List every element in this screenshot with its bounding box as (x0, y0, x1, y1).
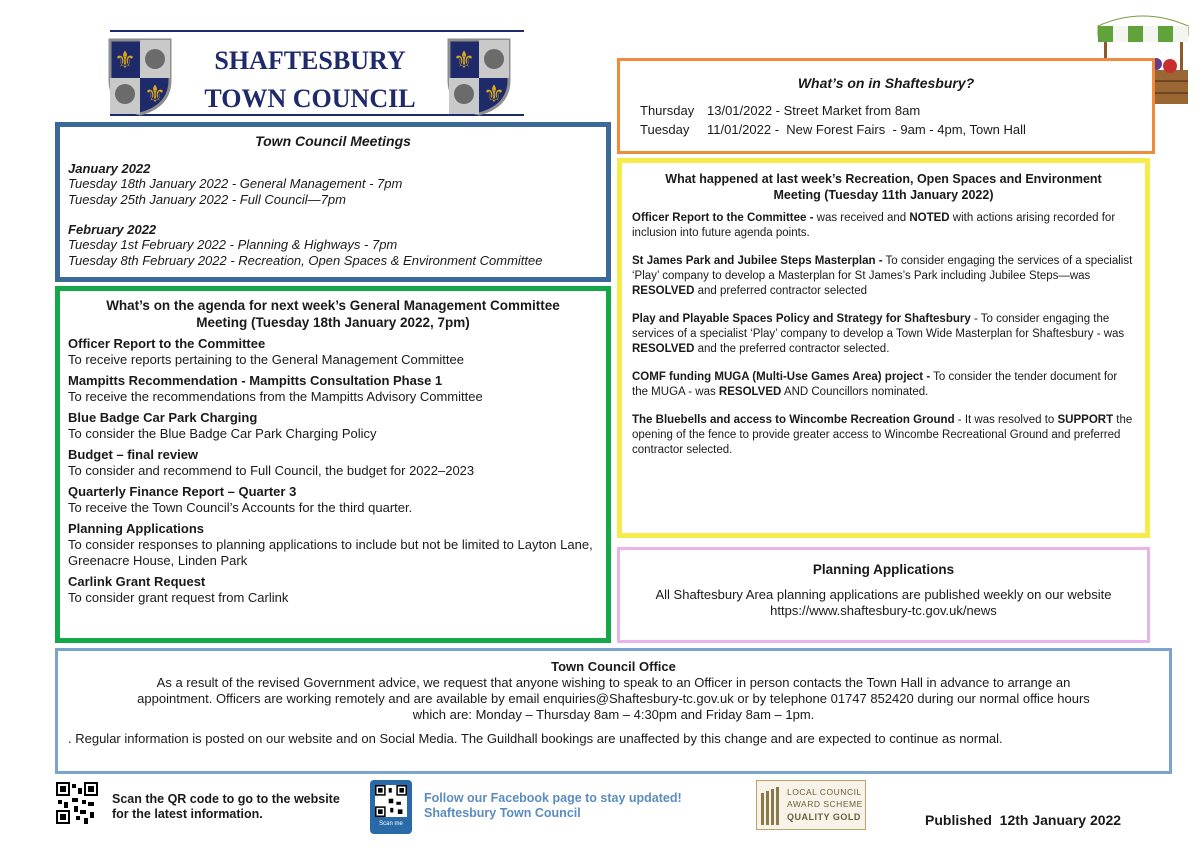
agenda-item-desc: To consider grant request from Carlink (68, 590, 289, 605)
agenda-item (68, 410, 598, 442)
agenda-item-title: Mampitts Recommendation - Mampitts Consultation Phase 1 (68, 373, 443, 388)
agenda-item-title: Quarterly Finance Report – Quarter 3 (68, 484, 297, 499)
lastweek-item-text: - To consider engaging the services of a specialist ‘Play’ company to develop a Town Wide Masterplan for Shaftesbury - was (632, 313, 1125, 340)
lastweek-title-line1: What happened at last week’s Recreation, Open Spaces and Environment (665, 172, 1102, 186)
lastweek-panel (617, 158, 1150, 538)
award-line1: LOCAL COUNCIL (787, 787, 862, 797)
event-day: Thursday (640, 103, 695, 118)
council-name-line2: TOWN COUNCIL (204, 84, 416, 113)
lastweek-item-text: and the preferred contractor selected. (694, 343, 890, 355)
office-text-line: appointment. Officers are working remotely and are available by email enquiries@Shaftesbury-tc.gov.uk or by telephone 01747 852420 during our normal office hours (137, 691, 1090, 706)
agenda-item (68, 447, 598, 479)
meetings-panel (55, 122, 611, 282)
agenda-item-title: Planning Applications (68, 521, 205, 536)
council-crest-left-icon (108, 38, 172, 116)
lastweek-item-outcome: NOTED (909, 212, 950, 224)
meeting-line: Tuesday 25th January 2022 - Full Council—7pm (68, 192, 346, 207)
planning-title: Planning Applications (812, 562, 955, 577)
facebook-caption (424, 791, 682, 821)
office-text-line: As a result of the revised Government advice, we request that anyone wishing to speak to an Officer in person contacts the Town Hall in advance to arrange an (156, 675, 1071, 690)
lastweek-item (632, 413, 1135, 458)
lastweek-item-text: and preferred contractor selected (694, 285, 868, 297)
agenda-item-title: Blue Badge Car Park Charging (68, 410, 258, 425)
agenda-item-title: Budget – final review (68, 447, 199, 462)
qr-caption-line1: Scan the QR code to go to the website (112, 792, 340, 806)
svg-text:⚜: ⚜ (453, 46, 475, 74)
office-note: . Regular information is posted on our website and on Social Media. The Guildhall bookings are unaffected by this change and are expected to continue as normal. (68, 731, 1003, 746)
office-title: Town Council Office (551, 659, 676, 674)
header-rule-top (110, 30, 524, 32)
facebook-qr-code-icon (375, 785, 407, 817)
meeting-line: Tuesday 8th February 2022 - Recreation, Open Spaces & Environment Committee (68, 253, 543, 268)
agenda-item-desc: To receive reports pertaining to the General Management Committee (68, 352, 464, 367)
svg-text:⚜: ⚜ (114, 46, 136, 74)
lastweek-item-lead: St James Park and Jubilee Steps Masterplan - (632, 255, 883, 267)
meeting-line: Tuesday 1st February 2022 - Planning & Highways - 7pm (68, 237, 398, 252)
qr-caption-line2: for the latest information. (112, 807, 263, 821)
council-name (180, 42, 440, 118)
published-date: Published 12th January 2022 (925, 812, 1122, 828)
agenda-item-desc: To receive the recommendations from the Mampitts Advisory Committee (68, 389, 483, 404)
lastweek-item-outcome: SUPPORT (1057, 414, 1114, 426)
website-qr-code-icon[interactable] (56, 782, 98, 824)
agenda-item (68, 521, 598, 569)
event-row (640, 120, 1026, 139)
event-day: Tuesday (640, 122, 690, 137)
whatson-events (640, 101, 1026, 139)
svg-text:⚜: ⚜ (144, 80, 166, 108)
facebook-caption-line1[interactable]: Follow our Facebook page to stay updated! (424, 791, 682, 805)
agenda-item (68, 574, 598, 606)
lastweek-item-text: the opening of the fence to provide greater access to Wincombe Recreational Ground and preferred contractor selected. (632, 414, 1133, 456)
award-columns-icon (761, 787, 783, 825)
lastweek-item-text: - It was resolved to (954, 414, 1058, 426)
office-text-line: which are: Monday – Thursday 8am – 4:30pm and Friday 8am – 1pm. (412, 707, 815, 722)
lastweek-item-text: To consider engaging the services of a specialist ‘Play’ company to develop a Masterplan for St James’s Park including Jubilee Steps—was (632, 255, 1133, 282)
agenda-title-line1: What’s on the agenda for next week’s General Management Committee (106, 298, 560, 313)
svg-text:⚜: ⚜ (483, 80, 505, 108)
lastweek-item (632, 370, 1135, 400)
agenda-item (68, 336, 598, 368)
lastweek-title (632, 171, 1135, 203)
agenda-item (68, 484, 598, 516)
facebook-qr-card[interactable] (370, 780, 412, 834)
scan-me-label: Scan me (379, 821, 403, 827)
event-detail: 11/01/2022 - New Forest Fairs - 9am - 4pm, Town Hall (707, 122, 1026, 137)
lastweek-item-outcome: RESOLVED (632, 343, 695, 355)
agenda-item-title: Carlink Grant Request (68, 574, 206, 589)
council-crest-right-icon (447, 38, 511, 116)
lastweek-item-text: AND Councillors nominated. (781, 386, 929, 398)
lastweek-title-line2: Meeting (Tuesday 11th January 2022) (773, 188, 994, 202)
agenda-item-title: Officer Report to the Committee (68, 336, 266, 351)
lastweek-item (632, 312, 1135, 357)
office-panel (55, 648, 1172, 774)
agenda-item-desc: To consider and recommend to Full Council, the budget for 2022–2023 (68, 463, 475, 478)
award-line3: QUALITY GOLD (787, 812, 861, 822)
whatson-title: What’s on in Shaftesbury? (797, 75, 975, 91)
lastweek-item-outcome: RESOLVED (632, 285, 695, 297)
lastweek-item-lead: The Bluebells and access to Wincombe Recreation Ground (632, 414, 955, 426)
meetings-month-february: February 2022 (68, 222, 157, 237)
lastweek-item-outcome: RESOLVED (718, 386, 782, 398)
agenda-title-line2: Meeting (Tuesday 18th January 2022, 7pm) (196, 315, 470, 330)
meeting-line: Tuesday 18th January 2022 - General Management - 7pm (68, 176, 403, 191)
lastweek-item-text: with actions arising recorded for inclusion into future agenda points. (632, 212, 1116, 239)
qr-caption (112, 792, 340, 822)
lastweek-item-lead: COMF funding MUGA (Multi-Use Games Area) project - (632, 371, 931, 383)
lastweek-item (632, 211, 1135, 241)
agenda-item (68, 373, 598, 405)
agenda-item-desc: To receive the Town Council’s Accounts for the third quarter. (68, 500, 413, 515)
lastweek-item (632, 254, 1135, 299)
lastweek-item-text: was received and (813, 212, 910, 224)
facebook-caption-line2[interactable]: Shaftesbury Town Council (424, 806, 581, 820)
agenda-panel (55, 286, 611, 643)
planning-panel (617, 547, 1150, 643)
lastweek-item-lead: Play and Playable Spaces Policy and Strategy for Shaftesbury (632, 313, 971, 325)
quality-gold-award-logo (756, 780, 866, 830)
planning-website-link[interactable]: https://www.shaftesbury-tc.gov.uk/news (770, 603, 997, 618)
agenda-item-desc: To consider the Blue Badge Car Park Charging Policy (68, 426, 377, 441)
meetings-month-january: January 2022 (68, 161, 151, 176)
planning-text: All Shaftesbury Area planning applications are published weekly on our website (655, 587, 1112, 602)
lastweek-item-text: To consider the tender document for the MUGA - was (632, 371, 1118, 398)
event-detail: 13/01/2022 - Street Market from 8am (707, 103, 921, 118)
award-line2: AWARD SCHEME (787, 799, 863, 809)
council-name-line1: SHAFTESBURY (214, 46, 406, 75)
event-row (640, 101, 1026, 120)
agenda-title (68, 297, 598, 331)
agenda-item-desc: To consider responses to planning applications to include but not be limited to Layton Lane, Greenacre House, Linden Park (68, 537, 593, 568)
lastweek-item-lead: Officer Report to the Committee - (632, 212, 814, 224)
whatson-panel (617, 58, 1155, 154)
meetings-title: Town Council Meetings (255, 133, 411, 149)
